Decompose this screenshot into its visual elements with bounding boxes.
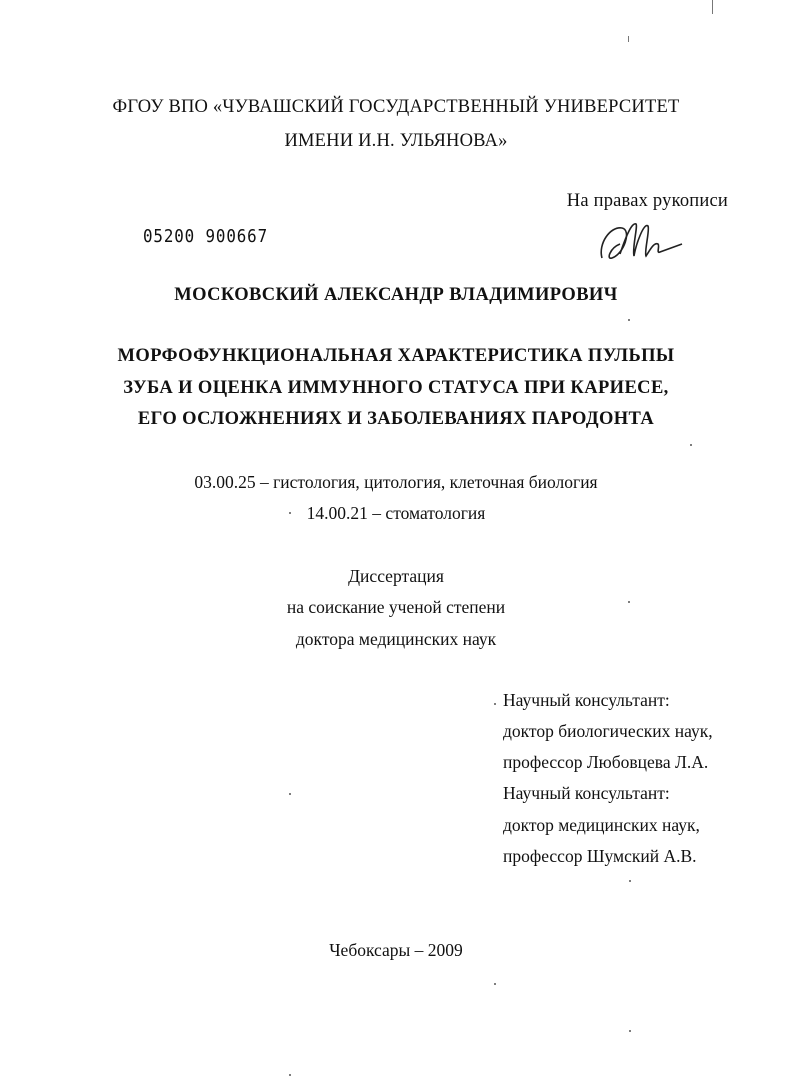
scan-speck bbox=[494, 983, 496, 985]
title-line-1: МОРФОФУНКЦИОНАЛЬНАЯ ХАРАКТЕРИСТИКА ПУЛЬПЫ bbox=[117, 346, 675, 366]
consultant-label: Научный консультант: bbox=[503, 690, 670, 710]
consultant-name: профессор Шумский А.В. bbox=[503, 846, 697, 866]
scan-speck bbox=[289, 793, 291, 795]
title-line-3: ЕГО ОСЛОЖНЕНИЯХ И ЗАБОЛЕВАНИЯХ ПАРОДОНТА bbox=[137, 409, 655, 429]
consultant-degree: доктор медицинских наук, bbox=[503, 815, 700, 835]
consultant-name: профессор Любовцева Л.А. bbox=[503, 752, 709, 772]
institution-line-2: ИМЕНИ И.Н. УЛЬЯНОВА» bbox=[284, 131, 508, 151]
library-stamp-number: 05200 900667 bbox=[143, 226, 269, 247]
degree-line-2: на соискание ученой степени bbox=[286, 597, 506, 617]
degree-line-1: Диссертация bbox=[348, 566, 444, 586]
scan-speck bbox=[289, 512, 291, 514]
title-line-2: ЗУБА И ОЦЕНКА ИММУННОГО СТАТУСА ПРИ КАРИЕСЕ, bbox=[123, 378, 669, 398]
degree-line-3: доктора медицинских наук bbox=[295, 629, 497, 649]
institution-line-1: ФГОУ ВПО «ЧУВАШСКИЙ ГОСУДАРСТВЕННЫЙ УНИВЕРСИТЕТ bbox=[112, 97, 680, 117]
scan-speck bbox=[629, 1030, 631, 1032]
city-year: Чебоксары – 2009 bbox=[329, 940, 463, 960]
consultant-degree: доктор биологических наук, bbox=[503, 721, 713, 741]
specialty-line-2: 14.00.21 – стоматология bbox=[306, 503, 486, 523]
scan-mark bbox=[628, 36, 629, 42]
signature-icon bbox=[596, 214, 686, 266]
scan-speck bbox=[628, 601, 630, 603]
scan-speck bbox=[628, 319, 630, 321]
scan-speck bbox=[289, 1074, 291, 1076]
rights-note: На правах рукописи bbox=[566, 191, 728, 211]
scan-speck bbox=[629, 880, 631, 882]
specialty-line-1: 03.00.25 – гистология, цитология, клеточная биология bbox=[194, 472, 598, 492]
scan-speck bbox=[494, 703, 496, 705]
consultant-label: Научный консультант: bbox=[503, 783, 670, 803]
author-name: МОСКОВСКИЙ АЛЕКСАНДР ВЛАДИМИРОВИЧ bbox=[174, 285, 618, 305]
scan-mark bbox=[712, 0, 713, 14]
scan-speck bbox=[690, 444, 692, 446]
